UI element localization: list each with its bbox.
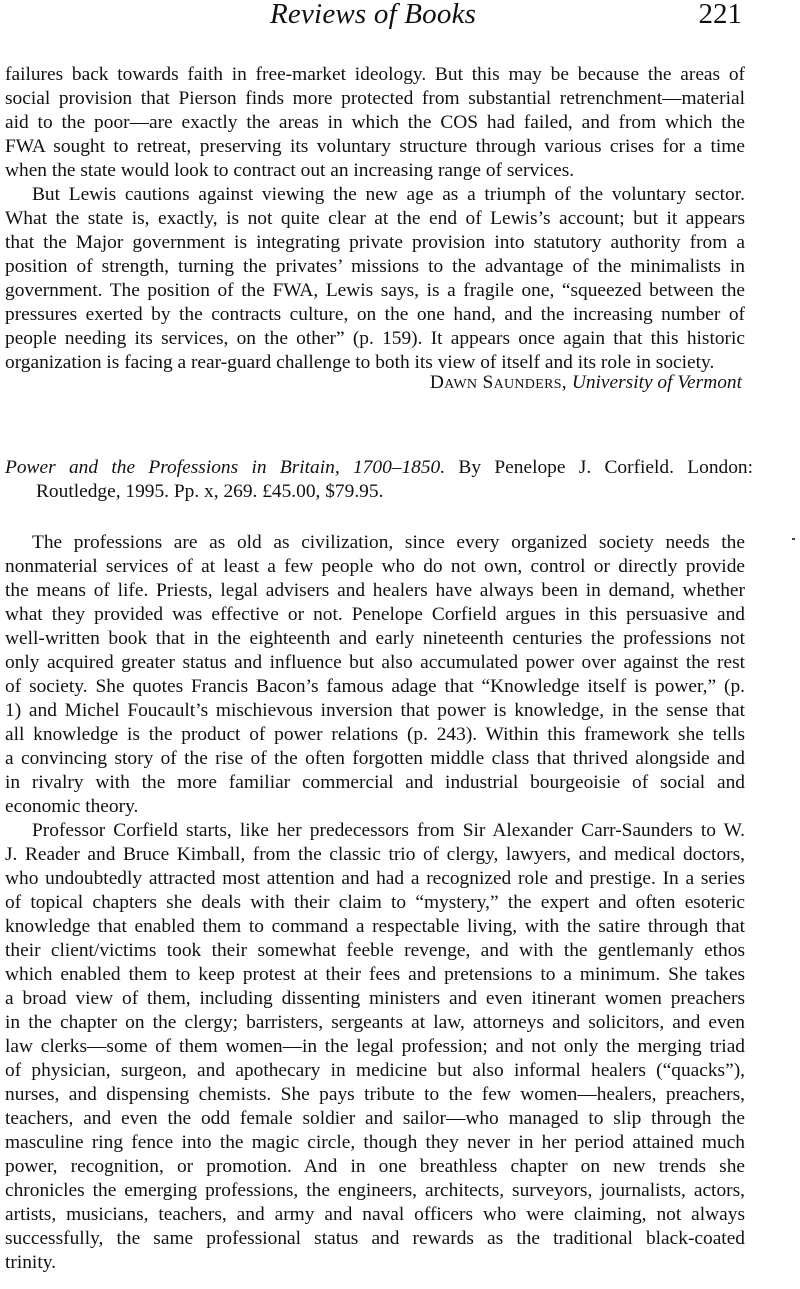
review2-line: the means of life. Priests, legal advisers and healers have always been in demand, whether xyxy=(5,580,745,601)
review2-line: power, recognition, or promotion. And in one breathless chapter on new trends she xyxy=(5,1156,745,1177)
review2-line: of physician, surgeon, and apothecary in medicine but also informal healers (“quacks”), xyxy=(5,1060,745,1081)
margin-mark xyxy=(792,538,795,540)
review2-line: who undoubtedly attracted most attention and had a recognized role and prestige. In a series xyxy=(5,868,745,889)
review2-line: only acquired greater status and influence but also accumulated power over against the rest xyxy=(5,652,745,673)
review2-line: artists, musicians, teachers, and army and naval officers who were claiming, not always xyxy=(5,1204,745,1225)
reviewer-signature xyxy=(430,371,742,395)
review2-line: J. Reader and Bruce Kimball, from the classic trio of clergy, lawyers, and medical doctors, xyxy=(5,844,745,865)
review2-line: nonmaterial services of at least a few people who do not own, control or directly provide xyxy=(5,556,745,577)
review1-line: when the state would look to contract out an increasing range of services. xyxy=(5,160,575,181)
review2-line: trinity. xyxy=(5,1252,56,1273)
review2-line: 1) and Michel Foucault’s mischievous inversion that power is knowledge, in the sense that xyxy=(5,700,745,721)
review2-line: economic theory. xyxy=(5,796,139,817)
reviewer-name: Dawn Saunders, xyxy=(429,372,567,393)
review1-line: What the state is, exactly, is not quite clear at the end of Lewis’s account; but it appears xyxy=(5,208,745,229)
review1-line: failures back towards faith in free-market ideology. But this may be because the areas of xyxy=(5,64,745,85)
review2-line: law clerks—some of them women—in the legal profession; and not only the merging triad xyxy=(5,1036,745,1057)
review1-line: aid to the poor—are exactly the areas in which the COS had failed, and from which the xyxy=(5,112,745,133)
review2-line: successfully, the same professional status and rewards as the traditional black-coated xyxy=(5,1228,745,1249)
review2-line: in the chapter on the clergy; barristers, sergeants at law, attorneys and solicitors, and even xyxy=(5,1012,745,1033)
review1-line: organization is facing a rear-guard challenge to both its view of itself and its role in society. xyxy=(5,352,715,373)
review2-line: knowledge that enabled them to command a respectable living, with the satire through that xyxy=(5,916,745,937)
review2-line: which enabled them to keep protest at their fees and pretensions to a minimum. She takes xyxy=(5,964,745,985)
review2-line: The professions are as old as civilization, since every organized society needs the xyxy=(32,532,745,553)
book-title: Power and the Professions in Britain, 1700–1850. xyxy=(5,457,446,478)
review2-line: masculine ring fence into the magic circle, though they never in her period attained much xyxy=(5,1132,745,1153)
review1-line: pressures exerted by the contracts culture, on the one hand, and the increasing number of xyxy=(5,304,745,325)
review2-line: their client/victims took their somewhat feeble revenge, and with the gentlemanly ethos xyxy=(5,940,745,961)
review2-line: all knowledge is the product of power relations (p. 243). Within this framework she tells xyxy=(5,724,745,745)
review1-line: government. The position of the FWA, Lewis says, is a fragile one, “squeezed between the xyxy=(5,280,745,301)
review2-line: teachers, and even the odd female soldier and sailor—who managed to slip through the xyxy=(5,1108,745,1129)
review1-line: But Lewis cautions against viewing the new age as a triumph of the voluntary sector. xyxy=(32,184,745,205)
review2-line: a broad view of them, including dissenting ministers and even itinerant women preachers xyxy=(5,988,745,1009)
running-title: Reviews of Books xyxy=(270,0,477,30)
review2-line: Professor Corfield starts, like her predecessors from Sir Alexander Carr-Saunders to W. xyxy=(32,820,745,841)
review1-line: FWA sought to retreat, preserving its voluntary structure through various crises for a time xyxy=(5,136,745,157)
running-head xyxy=(0,0,800,36)
review1-line: people needing its services, on the other” (p. 159). It appears once again that this historic xyxy=(5,328,745,349)
review2-line: of society. She quotes Francis Bacon’s famous adage that “Knowledge itself is power,” (p. xyxy=(5,676,745,697)
book-publication: Routledge, 1995. Pp. x, 269. £45.00, $79.95. xyxy=(36,481,384,502)
review2-line: of topical chapters she deals with their claim to “mystery,” the expert and often esoteric xyxy=(5,892,745,913)
review2-line: a convincing story of the rise of the often forgotten middle class that thrived alongside and xyxy=(5,748,745,769)
book-details: By Penelope J. Corfield. London: xyxy=(458,457,753,478)
page-number: 221 xyxy=(698,0,742,30)
review2-line: chronicles the emerging professions, the engineers, architects, surveyors, journalists, actors, xyxy=(5,1180,745,1201)
review2-line: well-written book that in the eighteenth and early nineteenth centuries the professions not xyxy=(5,628,745,649)
review2-line: what they provided was effective or not. Penelope Corfield argues in this persuasive and xyxy=(5,604,745,625)
book-heading xyxy=(5,456,753,480)
review2-line: in rivalry with the more familiar commercial and industrial bourgeoisie of social and xyxy=(5,772,745,793)
review1-line: position of strength, turning the privates’ missions to the advantage of the minimalists in xyxy=(5,256,745,277)
review2-line: nurses, and dispensing chemists. She pays tribute to the few women—healers, preachers, xyxy=(5,1084,745,1105)
review1-line: social provision that Pierson finds more protected from substantial retrenchment—material xyxy=(5,88,745,109)
reviewer-affiliation: University of Vermont xyxy=(571,372,742,393)
review1-line: that the Major government is integrating private provision into statutory authority from a xyxy=(5,232,745,253)
